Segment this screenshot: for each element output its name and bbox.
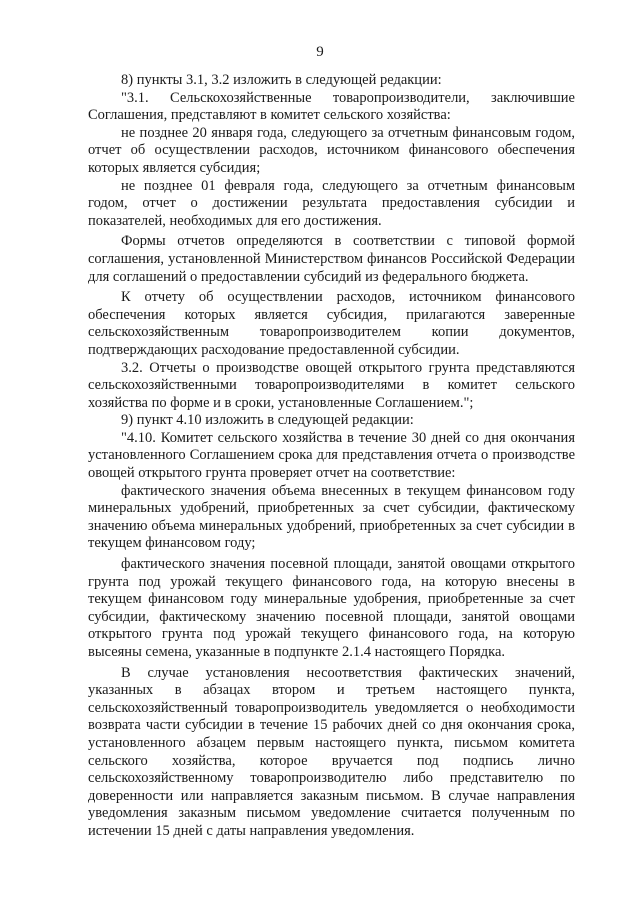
paragraph-deadline-feb-01: не позднее 01 февраля года, следующего за отчетным финансовым годом, отчет о достижении результата предоставления субсидии и показателей, необходимых для его достижения.: [88, 177, 575, 229]
paragraph-fertilizer-check: фактического значения объема внесенных в текущем финансовом году минеральных удобрений, приобретенных за счет субсидии, фактическому значению объема минеральных удобрений, приобретенных за счет субсидии в текущем финансовом году;: [88, 482, 575, 552]
paragraph-deadline-jan-20: не позднее 20 января года, следующего за отчетным финансовым годом, отчет об осуществлении расходов, источником финансового обеспечения которых является субсидия;: [88, 124, 575, 176]
paragraph-mismatch-notice: В случае установления несоответствия фактических значений, указанных в абзацах втором и третьем настоящего пункта, сельскохозяйственный товаропроизводитель уведомляется о необходимости возврата части субсидии в течение 15 рабочих дней со дня окончания срока, установленного абзацем первым настоящего пункта, письмом комитета сельского хозяйства, которое вручается под подпись лично сельскохозяйственному товаропроизводителю либо представителю по доверенности или направляется заказным письмом. В случае направления уведомления заказным письмом уведомление считается полученным по истечении 15 дней с даты направления уведомления.: [88, 664, 575, 839]
paragraph-clause-3-2: 3.2. Отчеты о производстве овощей открытого грунта представляются сельскохозяйственными товаропроизводителями в комитет сельского хозяйства по форме и в сроки, установленные Соглашением.";: [88, 359, 575, 411]
document-body: [88, 72, 575, 841]
paragraph-clause-4-10: "4.10. Комитет сельского хозяйства в течение 30 дней со дня окончания установленного Соглашением срока для представления отчета о производстве овощей открытого грунта проверяет отчет на соответствие:: [88, 429, 575, 482]
paragraph-amendment-8: 8) пункты 3.1, 3.2 изложить в следующей редакции:: [121, 72, 442, 88]
paragraph-clause-3-1: "3.1. Сельскохозяйственные товаропроизводители, заключившие Соглашения, представляют в комитет сельского хозяйства:: [88, 89, 575, 124]
paragraph-amendment-9: 9) пункт 4.10 изложить в следующей редакции:: [121, 412, 414, 429]
paragraph-report-forms: Формы отчетов определяются в соответствии с типовой формой соглашения, установленной Министерством финансов Российской Федерации для соглашений о предоставлении субсидий из федерального бюджета.: [88, 233, 575, 285]
paragraph-area-check: фактического значения посевной площади, занятой овощами открытого грунта под урожай текущего финансового года, на которую внесены в текущем финансовом году минеральные удобрения, приобретенные за счет субсидии, фактическому значению посевной площади, занятой овощами открытого грунта под урожай текущего финансового года, на которую высеяны семена, указанные в подпункте 2.1.4 настоящего Порядка.: [88, 556, 575, 660]
paragraph-report-attachments: К отчету об осуществлении расходов, источником финансового обеспечения которых является субсидия, прилагаются заверенные сельскохозяйственным товаропроизводителем копии документов, подтверждающих расходование предоставленной субсидии.: [88, 289, 575, 358]
page-number: 9: [316, 44, 324, 60]
